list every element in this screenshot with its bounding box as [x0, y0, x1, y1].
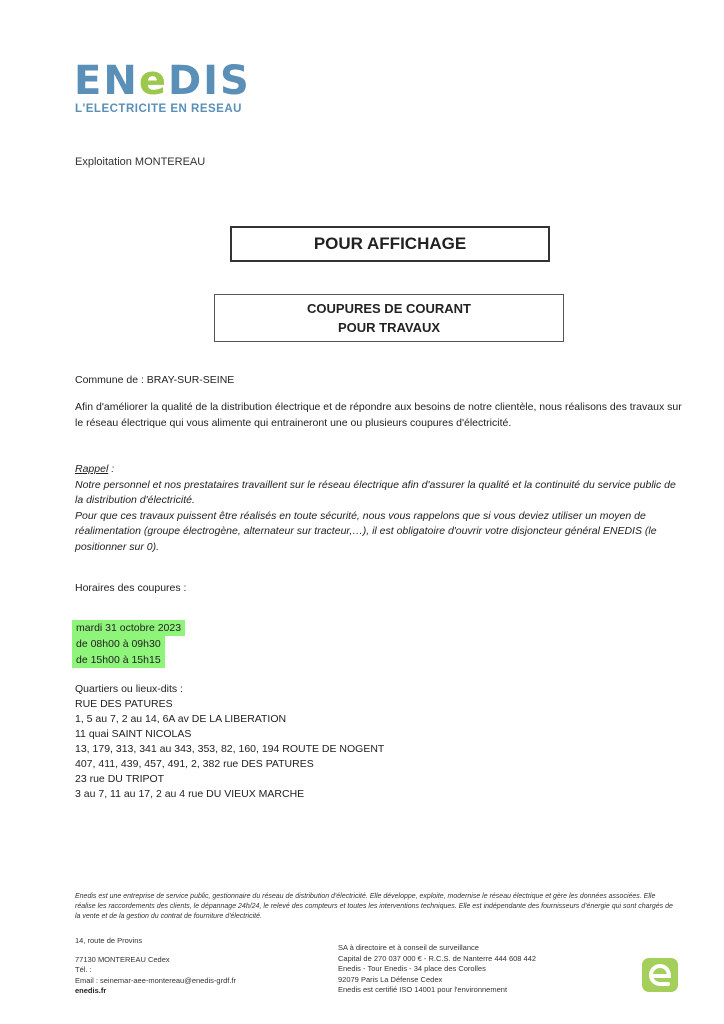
- exploitation-label: Exploitation MONTEREAU: [75, 156, 206, 168]
- time-range-2: de 15h00 à 15h15: [72, 652, 165, 668]
- rappel-title: Rappel: [75, 463, 109, 475]
- quartiers-list: [75, 682, 384, 802]
- address-line-2: 77130 MONTEREAU Cedex: [75, 954, 170, 964]
- rappel-paragraph-2: Pour que ces travaux puissent être réalisés en toute sécurité, nous vous rappelons que si vous deviez utiliser un moyen de réalimentation (groupe électrogène, alternateur sur tracteur,…), il est obligatoire d'ouvrir votre disjoncteur général ENEDIS (le positionner sur 0).: [75, 509, 657, 553]
- list-item: 13, 179, 313, 341 au 343, 353, 82, 160, 194 ROUTE DE NOGENT: [75, 743, 385, 755]
- footer-address-left: [75, 936, 236, 997]
- address-email: Email : seinemar-aee-montereau@enedis-grdf.fr: [75, 975, 237, 985]
- date-line: mardi 31 octobre 2023: [72, 620, 185, 636]
- subtitle-line2: POUR TRAVAUX: [337, 320, 441, 335]
- quartiers-label: Quartiers ou lieux-dits :: [75, 683, 183, 695]
- rappel-section: [75, 462, 685, 555]
- list-item: 1, 5 au 7, 2 au 14, 6A av DE LA LIBERATION: [75, 713, 287, 725]
- subtitle-line1: COUPURES DE COURANT: [307, 301, 471, 316]
- logo-text-mid: e: [138, 58, 168, 104]
- legal-line: 92079 Paris La Défense Cedex: [338, 974, 443, 984]
- address-tel: Tél. :: [75, 965, 92, 974]
- subtitle-box: [214, 294, 564, 342]
- dates-block: [72, 620, 185, 668]
- e-logo-icon: [642, 958, 678, 992]
- list-item: 23 rue DU TRIPOT: [75, 773, 165, 785]
- legal-line: Enedis est certifié ISO 14001 pour l'environnement: [338, 985, 508, 994]
- legal-line: SA à directoire et à conseil de surveillance: [338, 943, 479, 952]
- footer-paragraph: Enedis est une entreprise de service public, gestionnaire du réseau de distribution d'électricité. Elle développe, exploite, modernise le réseau électrique et gère les données associées. Elle réalise les raccordements des clients, le dépannage 24h/24, le relevé des compteurs et toutes les interventions techniques. Elle est indépendante des fournisseurs d'énergie qui sont chargés de la vente et de la gestion du contrat de fourniture d'électricité.: [75, 893, 673, 920]
- intro-paragraph: Afin d'améliorer la qualité de la distribution électrique et de répondre aux besoins de notre clientèle, nous réalisons des travaux sur le réseau électrique qui vous alimente qui entraineront une ou plusieurs coupures d'électricité.: [75, 401, 682, 429]
- legal-line: Capital de 270 037 000 € - R.C.S. de Nanterre 444 608 442: [338, 953, 537, 963]
- list-item: 407, 411, 439, 457, 491, 2, 382 rue DES PATURES: [75, 758, 314, 770]
- list-item: 11 quai SAINT NICOLAS: [75, 728, 192, 740]
- address-line-1: 14, route de Provins: [75, 936, 143, 945]
- rappel-title-suffix: :: [108, 463, 115, 475]
- enedis-e-icon: [642, 958, 678, 992]
- horaires-label: Horaires des coupures :: [75, 582, 187, 594]
- list-item: 3 au 7, 11 au 17, 2 au 4 rue DU VIEUX MARCHE: [75, 788, 305, 800]
- rappel-paragraph-1: Notre personnel et nos prestataires travaillent sur le réseau électrique afin d'assurer la qualité et la continuité du service public de la distribution d'électricité.: [75, 478, 676, 506]
- title-text: POUR AFFICHAGE: [313, 234, 467, 253]
- commune-line: Commune de : BRAY-SUR-SEINE: [75, 374, 235, 386]
- logo-text-suffix: DIS: [167, 58, 251, 104]
- enedis-logo: [74, 58, 251, 104]
- list-item: RUE DES PATURES: [75, 698, 173, 710]
- rappel-heading: [75, 462, 685, 478]
- time-range-1: de 08h00 à 09h30: [72, 636, 165, 652]
- logo-tagline: L'ELECTRICITE EN RESEAU: [75, 103, 242, 115]
- title-box: [230, 226, 550, 262]
- logo-text-prefix: EN: [74, 58, 139, 104]
- legal-line: Enedis - Tour Enedis - 34 place des Corolles: [338, 964, 486, 973]
- website-link[interactable]: enedis.fr: [75, 986, 107, 995]
- footer-address-right: [338, 943, 536, 996]
